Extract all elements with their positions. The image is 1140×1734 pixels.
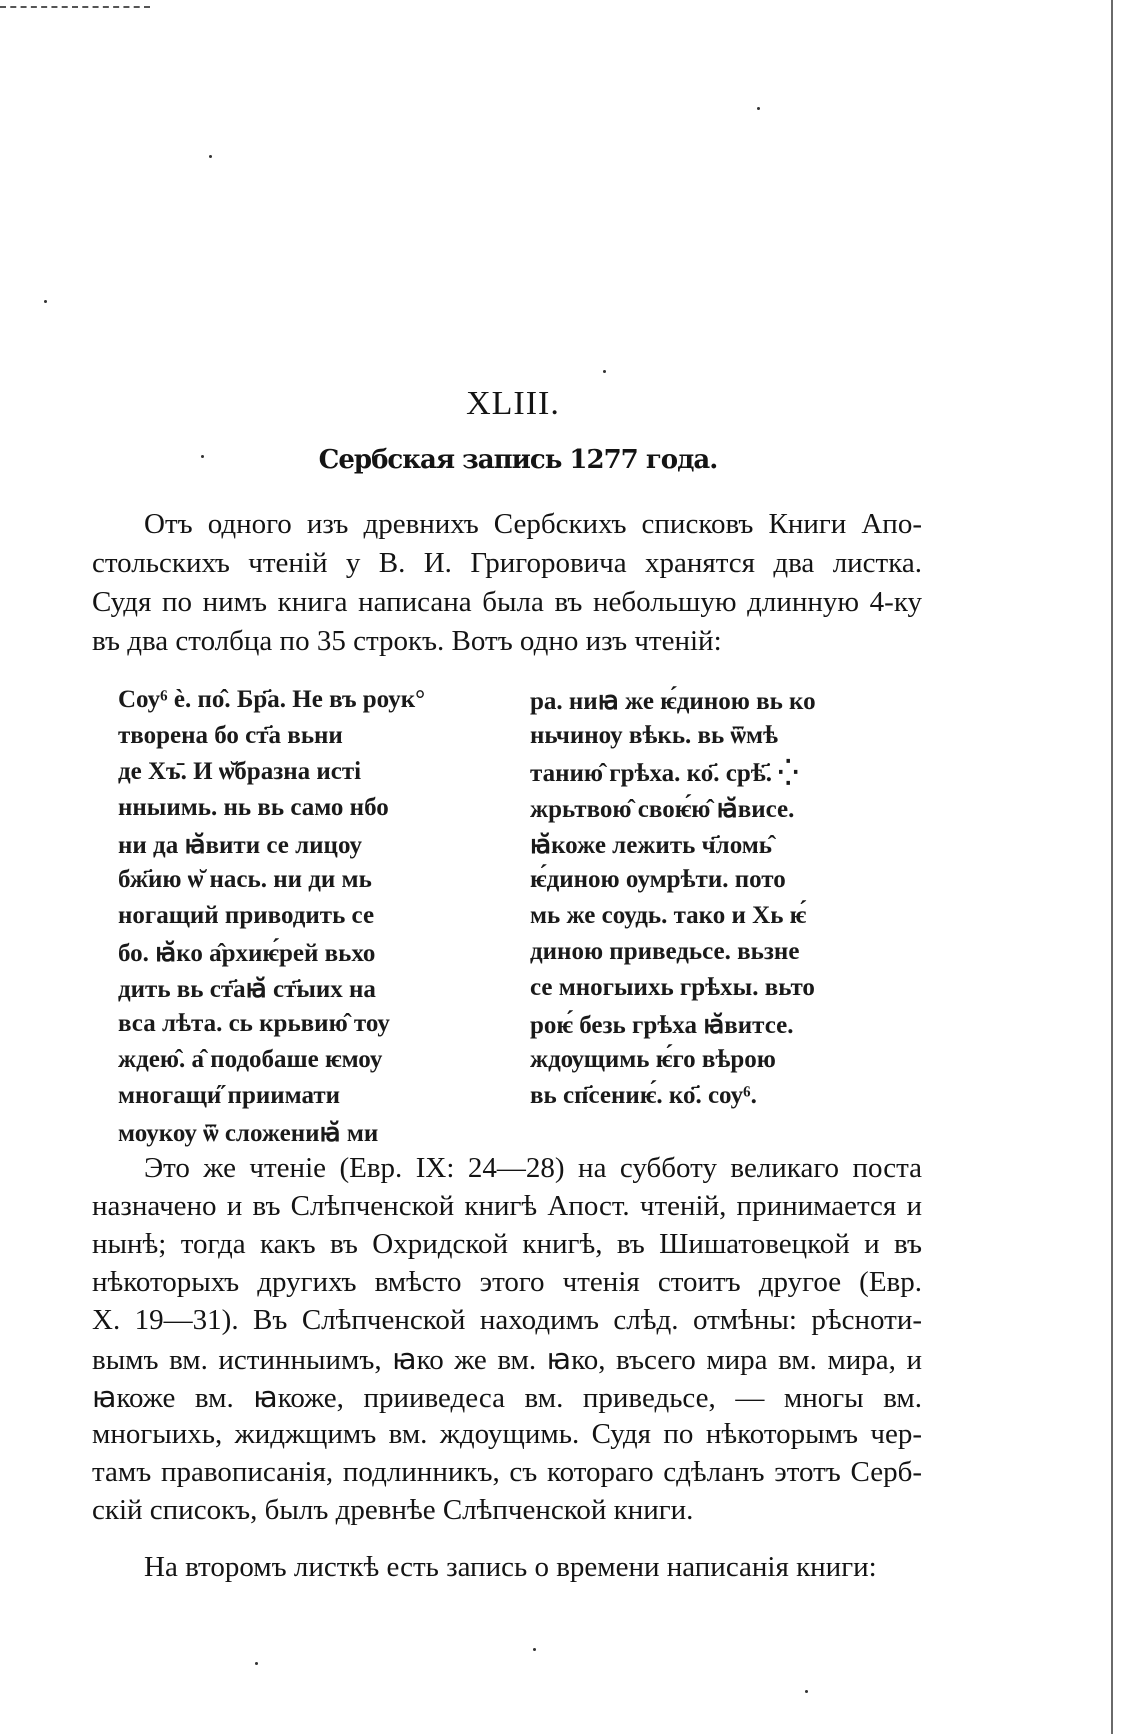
text-line: назначено и въ Слѣпченской книгѣ Апост. чтеній, принимается и — [92, 1190, 922, 1222]
excerpt-line: Соу⁶ ѐ. по̂. Бр҃а. Не въ роук° — [118, 686, 426, 713]
excerpt-line: де Хъ̄. И ѡ̆бразна исті — [118, 758, 362, 785]
text-line: многыихь, жиджщимъ вм. ждоущимь. Судя по нѣкоторымъ чер- — [92, 1418, 922, 1450]
paper-speck — [603, 370, 606, 373]
text-line: ꙗкоже вм. ꙗкоже, прииведеса вм. приведьсе, — многы вм. — [92, 1382, 922, 1414]
excerpt-line: вь сп҃сениѥ́. ко҃. соу⁶. — [530, 1082, 757, 1109]
top-edge-mark — [0, 6, 150, 8]
excerpt-line: вса лѣта. сь крьвию̂ тоу — [118, 1010, 390, 1037]
excerpt-line: ѥ́диною оумрѣти. пото — [530, 866, 786, 893]
text-line: X. 19—31). Въ Слѣпченской находимъ слѣд. отмѣны: рѣсноти- — [92, 1304, 922, 1336]
excerpt-line: ждею̂. а̂ подобаше ѥмоу — [118, 1046, 383, 1073]
excerpt-line: роѥ́ безь грѣха ꙗ̆витсе. — [530, 1012, 794, 1039]
text-line: Судя по нимъ книга написана была въ небольшую длинную 4-ку — [92, 586, 922, 618]
text-line: скій списокъ, былъ древнѣе Слѣпченской книги. — [92, 1494, 694, 1526]
excerpt-line: ньчиноу вѣкь. вь ѿмѣ — [530, 722, 779, 749]
paper-speck — [533, 1648, 536, 1651]
text-line: На второмъ листкѣ есть запись о времени написанія книги: — [144, 1551, 877, 1583]
closing-paragraph — [92, 1551, 922, 1588]
paper-speck — [44, 300, 47, 303]
excerpt-line: ни да ꙗ̆вити се лицоу — [118, 832, 362, 859]
excerpt-line: танию̂ грѣха. ко҃. срѣ҃. ⁛ — [530, 760, 799, 787]
commentary-paragraph — [92, 1152, 922, 1532]
excerpt-line: бо. ꙗ̆ко а̂рхиѥ́рей вьхо — [118, 940, 376, 967]
excerpt-line: дить вь ст҃аꙗ̆ ст҃ыих на — [118, 976, 376, 1003]
excerpt-line: ꙗ̆коже лежить ч҃ломь̂ — [530, 832, 772, 859]
excerpt-right-column — [530, 686, 816, 1118]
text-line: Это же чтеніе (Евр. IX: 24—28) на субботу великаго поста — [144, 1152, 922, 1184]
text-line: Отъ одного изъ древнихъ Сербскихъ списковъ Книги Апо- — [144, 508, 922, 540]
page-edge-line — [1111, 0, 1113, 1734]
excerpt-line: нныимь. нь вь само нбо — [118, 794, 389, 821]
text-line: вымъ вм. истинныимъ, ꙗко же вм. ꙗко, въсего мира вм. мира, и — [92, 1344, 922, 1376]
paper-speck — [805, 1690, 808, 1693]
excerpt-line: диною приведьсе. вьзне — [530, 938, 800, 965]
text-line: тамъ правописанія, подлинникъ, съ котораго сдѣланъ этотъ Серб- — [92, 1456, 922, 1488]
excerpt-line: творена бо ст҃а вьни — [118, 722, 343, 749]
excerpt-line: многащи̋ приимати — [118, 1082, 341, 1109]
intro-paragraph — [92, 508, 922, 664]
paper-speck — [255, 1662, 258, 1665]
excerpt-line: бж҃ию ѡ̆ нась. ни ди мь — [118, 866, 372, 893]
excerpt-line: се многыихь грѣхы. вьто — [530, 974, 815, 1001]
chapter-number: XLIII. — [466, 385, 560, 422]
excerpt-line: ногащий приводить се — [118, 902, 375, 929]
paper-speck — [209, 155, 212, 158]
excerpt-line: ждѹщимь ѥ́го вѣрою — [530, 1046, 776, 1073]
text-line: нѣкоторыхъ другихъ вмѣсто этого чтенія стоитъ другое (Евр. — [92, 1266, 922, 1298]
excerpt-line: жрьтвою̂ своѥ́ю̂ ꙗ̆висе. — [530, 796, 795, 823]
text-line: нынѣ; тогда какъ въ Охридской книгѣ, въ Шишатовецкой и въ — [92, 1228, 922, 1260]
excerpt-line: моукоу ѿ сложениꙗ̆ ми — [118, 1120, 379, 1147]
paper-speck — [757, 107, 760, 110]
excerpt-line: мь же соудь. тако и Хь ѥ́ — [530, 902, 807, 929]
chapter-title: Сербская запись 1277 года. — [318, 445, 718, 475]
text-line: стольскихъ чтеній у В. И. Григоровича хранятся два листка. — [92, 547, 922, 579]
excerpt-line: ра. ниꙗ же ѥ́диною вь ко — [530, 688, 816, 715]
text-line: въ два столбца по 35 строкъ. Вотъ одно изъ чтеній: — [92, 625, 722, 657]
excerpt-left-column — [118, 686, 425, 1154]
